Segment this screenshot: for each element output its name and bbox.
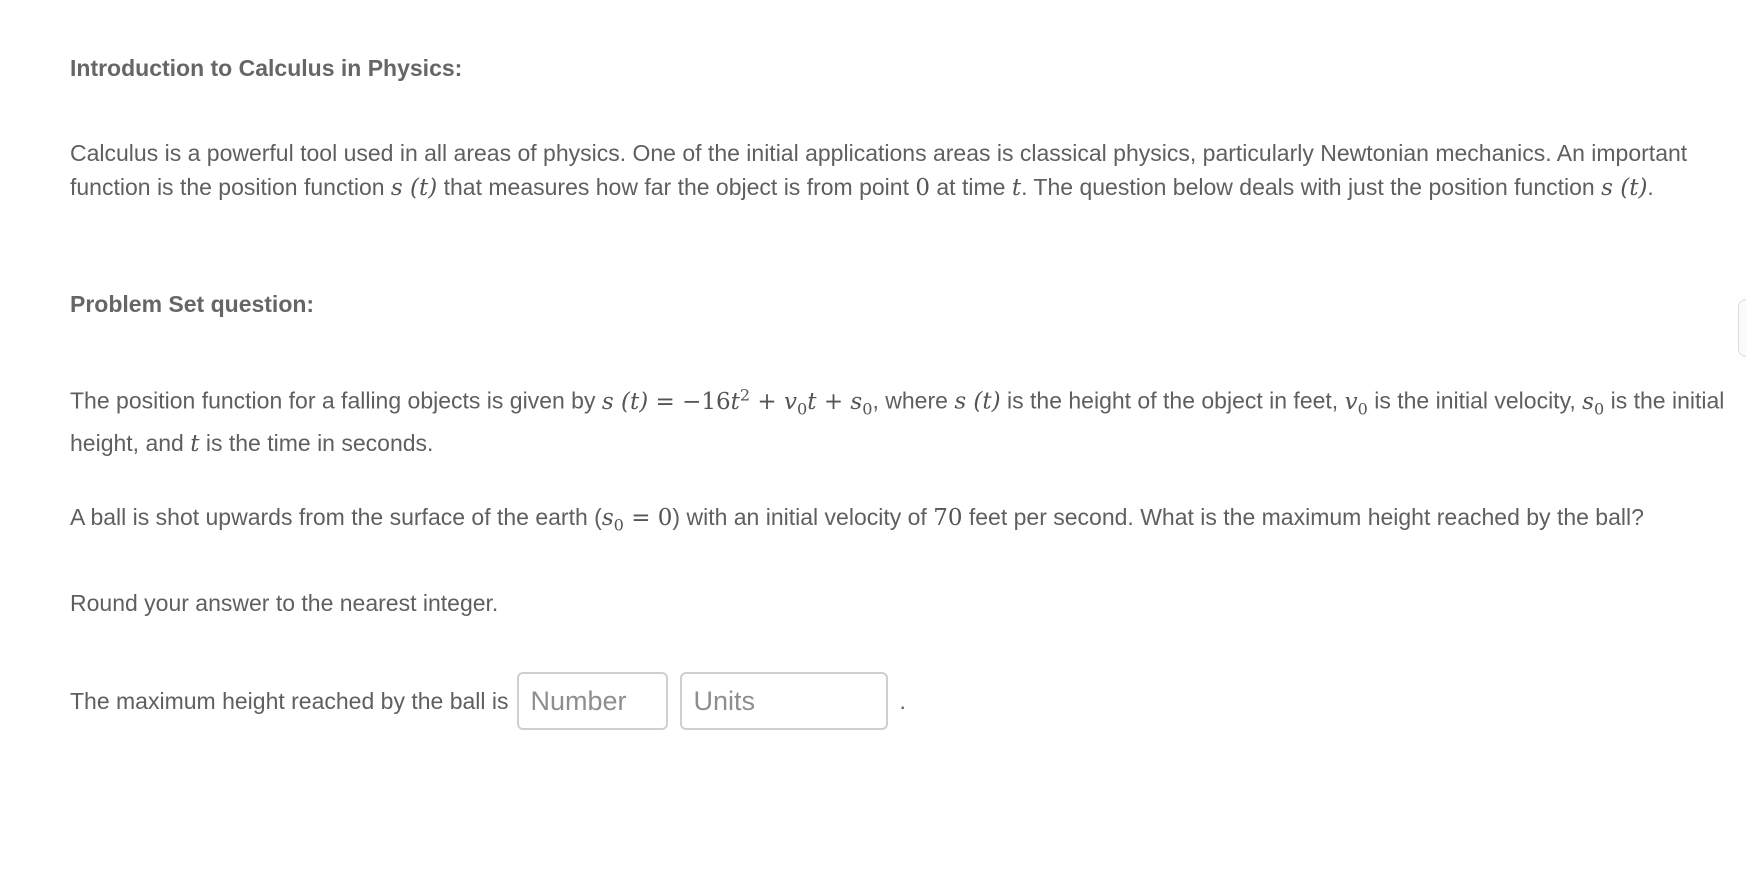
rounding-instruction: Round your answer to the nearest integer. — [70, 590, 499, 616]
time-symbol: t — [1011, 175, 1022, 201]
initial-velocity-value: 70 — [933, 505, 963, 531]
point-zero: 0 — [915, 175, 930, 201]
intro-text-2: that measures how far the object is from point — [437, 174, 916, 200]
ball-question-paragraph: A ball is shot upwards from the surface of the earth $(s_0 = 0)$ with an initial velocity of 70 feet per second. What is the maximum height reached by the ball? — [70, 504, 1644, 535]
initial-velocity-symbol: $v_0$ — [1344, 388, 1368, 419]
formula-intro-text: The position function for a falling objects is given by — [70, 387, 602, 414]
intro-text-1: Calculus is a powerful tool used in all areas of physics. One of the initial applications areas is classical physics, particularly Newtonian mechanics. An important function is the position function — [70, 140, 1688, 200]
intro-heading: Introduction to Calculus in Physics: — [70, 55, 463, 81]
position-function-symbol: s (t) — [390, 175, 438, 201]
position-formula: s $(t) = -16t^2 + v_0t + s_0$ — [601, 385, 873, 419]
answer-label: The maximum height reached by the ball is — [70, 687, 509, 714]
height-symbol: s (t) — [954, 388, 1001, 415]
position-function-symbol-2: s (t) — [1601, 175, 1648, 201]
number-input[interactable] — [517, 672, 668, 730]
answer-row — [70, 672, 906, 730]
intro-text-3: at time — [930, 174, 1012, 200]
units-input[interactable] — [680, 672, 888, 730]
intro-text-5: . — [1647, 174, 1654, 200]
initial-height-symbol: $s_0$ — [1582, 388, 1605, 419]
intro-text-4: . The question below deals with just the position function — [1021, 174, 1602, 200]
formula-paragraph: The position function for a falling objects is given by s $(t) = -16t^2 + v_0t + s_0$, where s (t) is the height of the object in feet, $v_0$ is the initial velocity, $s_0$ is the initial height, and t is the time in seconds. — [70, 385, 1725, 458]
side-panel-handle[interactable] — [1738, 299, 1746, 357]
intro-paragraph — [70, 136, 1710, 205]
problem-heading: Problem Set question: — [70, 291, 315, 317]
answer-period: . — [899, 687, 906, 714]
